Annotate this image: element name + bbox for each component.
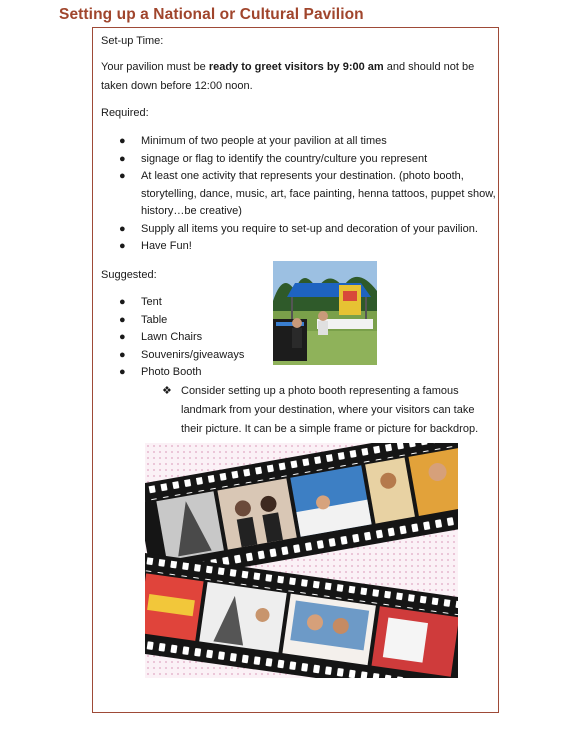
photo-booth-note [162,382,491,439]
diamond-bullet-icon: ❖ [162,385,172,397]
list-item [101,347,271,365]
bullet-dot-icon: ● [119,366,126,378]
setup-time-label: Set-up Time: [101,35,164,47]
list-item [101,221,496,239]
bullet-dot-icon: ● [119,222,126,235]
bullet-dot-icon: ● [119,170,126,182]
bullet-dot-icon: ● [119,348,126,361]
list-item-text: Minimum of two people at your pavilion at all times [141,135,387,147]
list-item [101,329,271,347]
list-item [101,294,271,312]
list-item [101,168,496,221]
list-item [101,364,271,382]
bullet-dot-icon: ● [119,313,126,326]
list-item [101,151,496,169]
page-title: Setting up a National or Cultural Pavilion [59,6,364,23]
setup-text-pre: Your pavilion must be [101,61,209,73]
bullet-dot-icon: ● [119,331,126,343]
list-item [101,238,496,256]
film-strip-collage [145,443,458,678]
pavilion-tent-photo [273,261,377,365]
list-item-text: Table [141,313,168,326]
required-label: Required: [101,107,149,119]
setup-text-bold: ready to greet visitors by 9:00 am [208,61,384,73]
required-list [101,133,496,256]
photo-booth-note-text: Consider setting up a photo booth representing a famous landmark from your destination, where your visitors can take their picture. It can be a simple frame or picture for backdrop. [181,385,479,435]
list-item-text: Photo Booth [141,366,202,378]
list-item-text: Souvenirs/giveaways [141,348,245,361]
suggested-label: Suggested: [101,269,157,281]
list-item [101,312,271,330]
list-item-text: Have Fun! [141,240,192,252]
list-item-text: Tent [141,296,162,308]
setup-text-post: and should not be taken down before 12:00 noon. [101,61,475,92]
setup-paragraph [101,58,491,95]
list-item [101,133,496,151]
bullet-dot-icon: ● [119,240,126,252]
suggested-list [101,294,271,382]
bullet-dot-icon: ● [119,135,126,147]
list-item-text: Supply all items you require to set-up and decoration of your pavilion. [141,222,478,235]
list-item-text: signage or flag to identify the country/culture you represent [141,152,428,165]
bullet-dot-icon: ● [119,296,126,308]
list-item-text: At least one activity that represents your destination. (photo booth, storytelling, dance, music, art, face painting, henna tattoos, puppet show, history…be creative) [141,170,496,217]
list-item-text: Lawn Chairs [141,331,203,343]
bullet-dot-icon: ● [119,152,126,165]
